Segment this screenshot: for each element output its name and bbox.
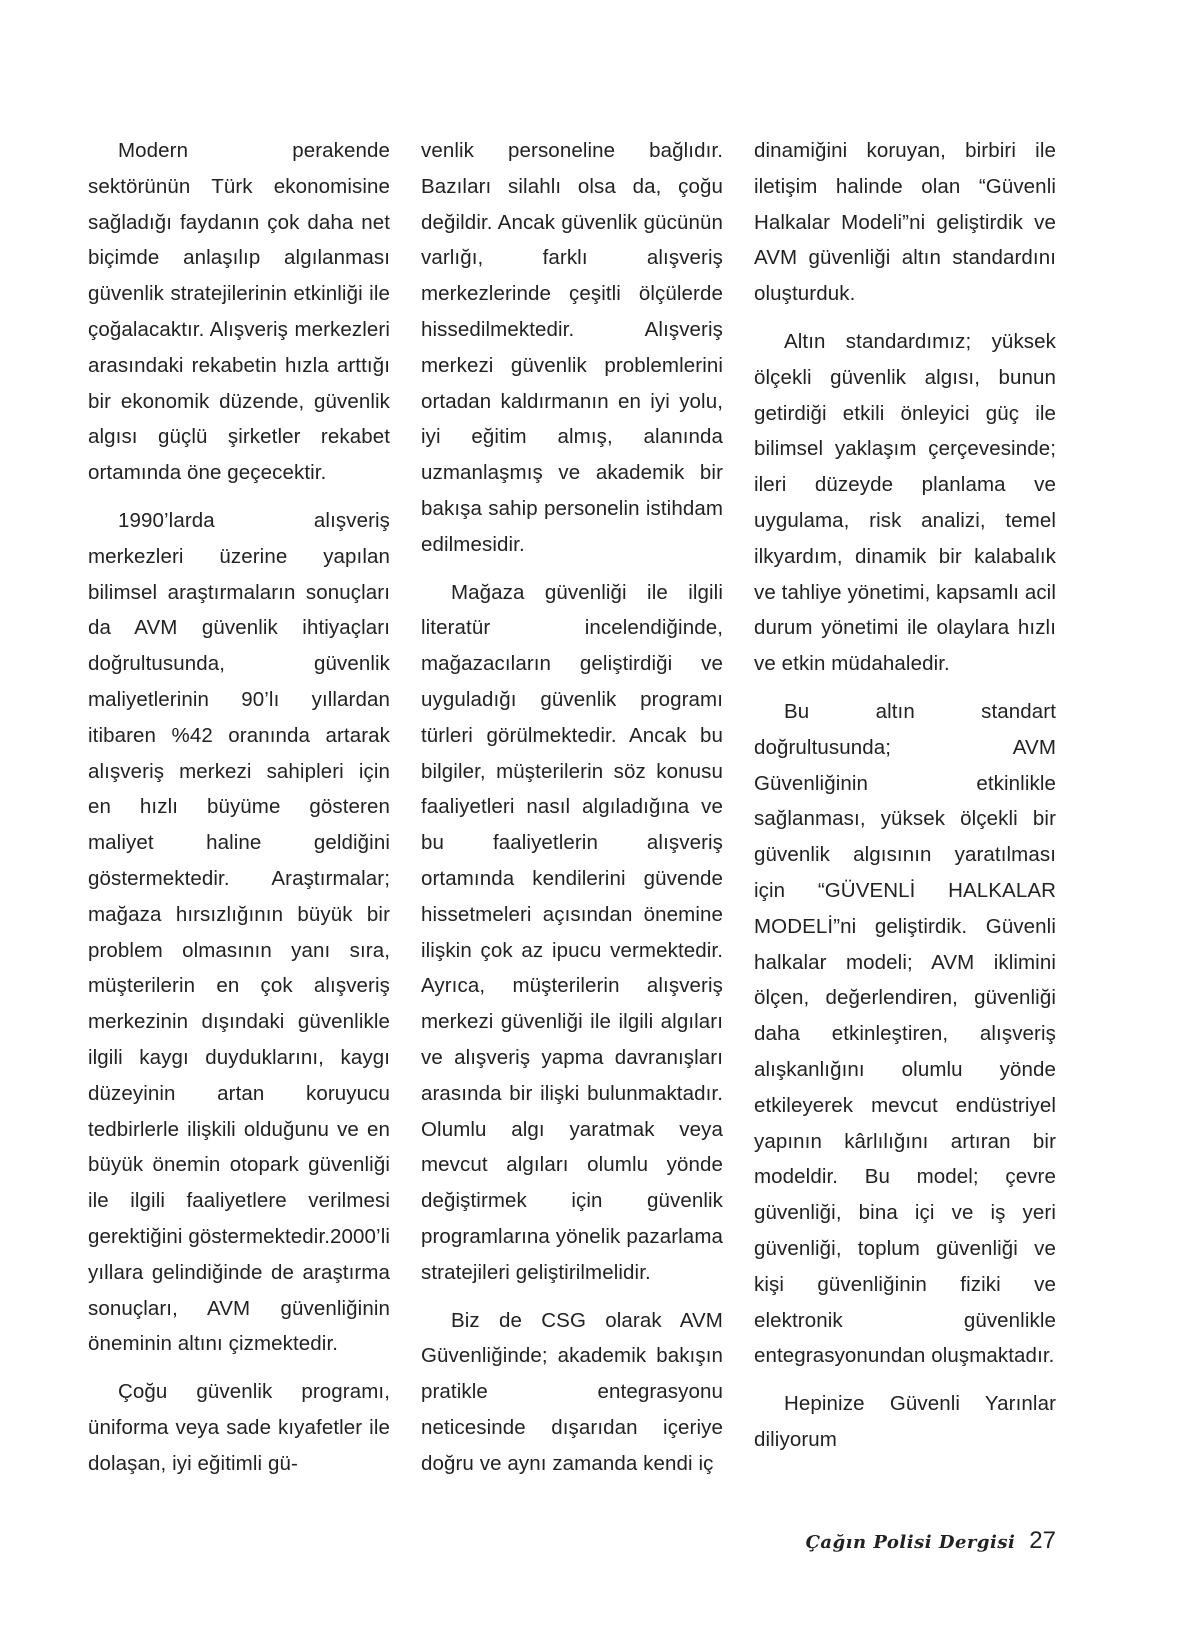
paragraph: dinamiğini koruyan, birbiri ile iletişim halinde olan “Güvenli Halkalar Modeli”ni geliştirdik ve AVM güvenliği altın standardını oluşturduk. [754, 139, 1056, 306]
paragraph: Mağaza güvenliği ile ilgili literatür incelendiğinde, mağazacıların geliştirdiği ve uyguladığı güvenlik programı türleri görülmektedir. Ancak bu bilgiler, müşterilerin söz konusu faaliyetleri nasıl algıladığına ve bu faaliyetlerin alışveriş ortamında kendilerini güvende hissetmeleri açısından önemine ilişkin çok az ipucu vermektedir. Ayrıca, müşterilerin alışveriş merkezi güvenliği ile ilgili algıları ve alışveriş yapma davranışları arasında bir ilişki bulunmaktadır. Olumlu algı yaratmak veya mevcut algıları olumlu yönde değiştirmek için güvenlik programlarına yönelik pazarlama stratejileri geliştirilmelidir. [421, 580, 723, 1284]
paragraph: Modern perakende sektörünün Türk ekonomisine sağladığı faydanın çok daha net biçimde anlaşılıp algılanması güvenlik stratejilerinin etkinliği ile çoğalacaktır. Alışveriş merkezleri arasındaki rekabetin hızla arttığı bir ekonomik düzende, güvenlik algısı güçlü şirketler rekabet ortamında öne geçecektir. [88, 139, 390, 485]
paragraph: Altın standardımız; yüksek ölçekli güvenlik algısı, bunun getirdiği etkili önleyici güç ile bilimsel yaklaşım çerçevesinde; ileri düzeyde planlama ve uygulama, risk analizi, temel ilkyardım, dinamik bir kalabalık ve tahliye yönetimi, kapsamlı acil durum yönetimi ile olaylara hızlı ve etkin müdahaledir. [754, 329, 1056, 676]
page-number: 27 [1029, 1527, 1056, 1554]
paragraph: Bu altın standart doğrultusunda; AVM Güvenliğinin etkinlikle sağlanması, yüksek ölçekli bir güvenlik algısının yaratılması için “GÜVENLİ HALKALAR MODELİ”ni geliştirdik. Güvenli halkalar modeli; AVM iklimini ölçen, değerlendiren, güvenliği daha etkinleştiren, alışveriş alışkanlığını olumlu yönde etkileyerek mevcut endüstriyel yapının kârlılığını artıran bir modeldir. Bu model; çevre güvenliği, bina içi ve iş yeri güvenliği, toplum güvenliği ve kişi güvenliğinin fiziki ve elektronik güvenlikle entegrasyonundan oluşmaktadır. [754, 699, 1056, 1368]
journal-name: Çağın Polisi Dergisi [805, 1532, 1016, 1553]
paragraph: Biz de CSG olarak AVM Güvenliğinde; akademik bakışın pratikle entegrasyonu neticesinde dışarıdan içeriye doğru ve aynı zamanda kendi iç [421, 1308, 723, 1475]
page-footer [806, 1527, 1056, 1555]
paragraph: 1990’larda alışveriş merkezleri üzerine yapılan bilimsel araştırmaların sonuçları da AVM güvenlik ihtiyaçları doğrultusunda, güvenlik maliyetlerinin 90’lı yıllardan itibaren %42 oranında artarak alışveriş merkezi sahipleri için en hızlı büyüme gösteren maliyet haline geldiğini göstermektedir. Araştırmalar; mağaza hırsızlığının büyük bir problem olmasının yanı sıra, müşterilerin en çok alışveriş merkezinin dışındaki güvenlikle ilgili kaygı duyduklarını, kaygı düzeyinin artan koruyucu tedbirlerle ilişkili olduğunu ve en büyük önemin otopark güvenliği ile ilgili faaliyetlere verilmesi gerektiğini göstermektedir.2000’li yıllara gelindiğinde de araştırma sonuçları, AVM güvenliğinin öneminin altını çizmektedir. [88, 508, 390, 1356]
paragraph: Çoğu güvenlik programı, üniforma veya sade kıyafetler ile dolaşan, iyi eğitimli gü- [88, 1380, 390, 1475]
text-column-2 [421, 133, 723, 1493]
paragraph: venlik personeline bağlıdır. Bazıları silahlı olsa da, çoğu değildir. Ancak güvenlik gücünün varlığı, farklı alışveriş merkezlerinde çeşitli ölçülerde hissedilmektedir. Alışveriş merkezi güvenlik problemlerini ortadan kaldırmanın en iyi yolu, iyi eğitim almış, alanında uzmanlaşmış ve akademik bir bakışa sahip personelin istihdam edilmesidir. [421, 139, 723, 556]
text-column-1 [88, 133, 390, 1493]
paragraph: Hepinize Güvenli Yarınlar diliyorum [754, 1392, 1056, 1451]
text-column-3 [754, 133, 1056, 1470]
